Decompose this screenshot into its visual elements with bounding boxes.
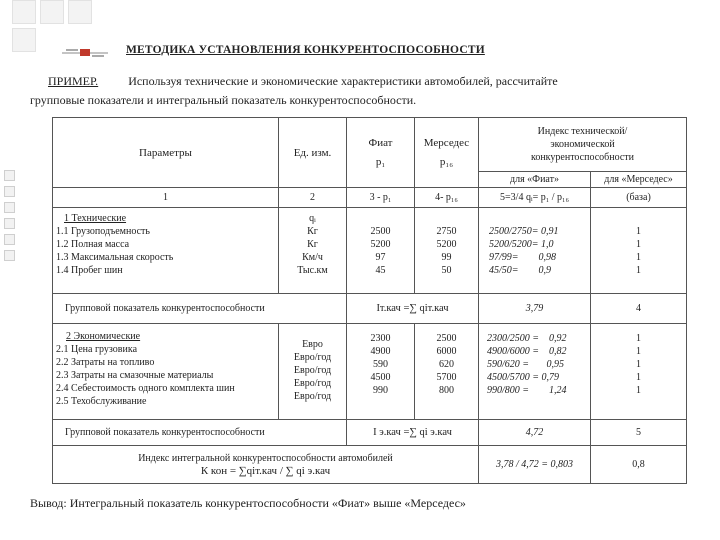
group-label-text: Групповой показатель конкурентоспособности bbox=[65, 427, 265, 438]
index-value: 97/99= 0,98 bbox=[489, 252, 557, 263]
left-bullet-square bbox=[4, 170, 15, 181]
fiat-value: 990 bbox=[373, 385, 388, 396]
tech-index-fiat-cell bbox=[479, 208, 591, 294]
header-fiat-label: Фиат bbox=[368, 136, 393, 149]
unit-value: Км/ч bbox=[302, 252, 323, 263]
integral-fiat: 3,78 / 4,72 = 0,803 bbox=[479, 446, 591, 484]
mercedes-value: 2500 bbox=[436, 333, 457, 344]
header-params: Параметры bbox=[53, 118, 279, 188]
left-bullet-square bbox=[4, 250, 15, 261]
index-value: 4500/5700 = 0,79 bbox=[487, 372, 560, 383]
base-value: 1 bbox=[636, 226, 641, 237]
num-col-1: 1 bbox=[53, 188, 279, 208]
fiat-value: 590 bbox=[373, 359, 388, 370]
unit-value: qᵢ bbox=[309, 213, 316, 224]
fiat-value: 2300 bbox=[370, 333, 391, 344]
header-fiat bbox=[347, 118, 415, 188]
econ-group-fiat: 4,72 bbox=[479, 420, 591, 446]
econ-heading: 2 Экономические bbox=[66, 331, 141, 342]
list-item: 1.1 Грузоподъемность bbox=[56, 226, 150, 237]
list-item: 1.2 Полная масса bbox=[56, 239, 130, 250]
left-bullet-square bbox=[4, 234, 15, 245]
tech-group-base: 4 bbox=[591, 294, 687, 324]
unit-value: Евро/год bbox=[293, 391, 332, 402]
base-value: 1 bbox=[636, 333, 641, 344]
mercedes-value: 5200 bbox=[436, 239, 457, 250]
header-for-fiat: для «Фиат» bbox=[479, 172, 591, 188]
index-value: 45/50= 0,9 bbox=[489, 265, 552, 276]
list-item: 1.4 Пробег шин bbox=[56, 265, 123, 276]
econ-mercedes-cell bbox=[415, 324, 479, 420]
unit-value: Тыс.км bbox=[297, 265, 328, 276]
econ-index-base-cell bbox=[591, 324, 687, 420]
list-item: 2.4 Себестоимость одного комплекта шин bbox=[56, 383, 235, 394]
mercedes-value: 50 bbox=[441, 265, 452, 276]
unit-value: Евро/год bbox=[293, 365, 332, 376]
tech-index-base-cell bbox=[591, 208, 687, 294]
tech-params-cell bbox=[53, 208, 279, 294]
header-mercedes-sub: p₁₆ bbox=[439, 155, 454, 168]
base-value: 1 bbox=[636, 372, 641, 383]
fiat-value: 4500 bbox=[370, 372, 391, 383]
index-value: 990/800 = 1,24 bbox=[487, 385, 567, 396]
list-item: 2.1 Цена грузовика bbox=[56, 344, 138, 355]
unit-value: Кг bbox=[307, 226, 318, 237]
econ-index-fiat-cell bbox=[479, 324, 591, 420]
base-value: 1 bbox=[636, 359, 641, 370]
tech-units-cell bbox=[279, 208, 347, 294]
econ-group-label bbox=[53, 420, 347, 446]
index-value: 2300/2500 = 0,92 bbox=[487, 333, 567, 344]
header-index: Индекс технической/ экономической конкурентоспособности bbox=[479, 118, 687, 172]
tech-group-formula: Iт.кач =∑ qiт.кач bbox=[347, 294, 479, 324]
index-value: 4900/6000 = 0,82 bbox=[487, 346, 567, 357]
list-item: 2.2 Затраты на топливо bbox=[56, 357, 155, 368]
fiat-value: 4900 bbox=[370, 346, 391, 357]
unit-value: Евро/год bbox=[293, 378, 332, 389]
num-col-2: 2 bbox=[279, 188, 347, 208]
base-value: 1 bbox=[636, 265, 641, 276]
header-mercedes-label: Мерседес bbox=[423, 136, 470, 149]
list-item: 2.5 Техобслуживание bbox=[56, 396, 147, 407]
integral-label: Индекс интегральной конкурентоспособности автомобилей bbox=[138, 452, 393, 464]
base-value: 1 bbox=[636, 346, 641, 357]
intro-text-1: Используя технические и экономические характеристики автомобилей, рассчитайте bbox=[128, 74, 558, 88]
econ-fiat-cell bbox=[347, 324, 415, 420]
header-fiat-sub: p₁ bbox=[375, 155, 386, 168]
mercedes-value: 620 bbox=[439, 359, 454, 370]
tech-mercedes-cell bbox=[415, 208, 479, 294]
mercedes-value: 800 bbox=[439, 385, 454, 396]
unit-value: Кг bbox=[307, 239, 318, 250]
mercedes-value: 99 bbox=[441, 252, 452, 263]
list-item: 1.3 Максимальная скорость bbox=[56, 252, 174, 263]
num-col-5: 5=3/4 qᵢ= p₁ / p₁₆ bbox=[479, 188, 591, 208]
tech-group-fiat: 3,79 bbox=[479, 294, 591, 324]
decorative-square bbox=[40, 0, 64, 24]
competitiveness-table bbox=[52, 117, 687, 484]
num-col-4: 4- p₁₆ bbox=[415, 188, 479, 208]
left-bullet-square bbox=[4, 218, 15, 229]
intro-line-1 bbox=[48, 74, 558, 89]
fiat-value: 5200 bbox=[370, 239, 391, 250]
decorative-square bbox=[12, 28, 36, 52]
tech-fiat-cell bbox=[347, 208, 415, 294]
mercedes-value: 6000 bbox=[436, 346, 457, 357]
list-item: 2.3 Затраты на смазочные материалы bbox=[56, 370, 214, 381]
tech-group-label bbox=[53, 294, 347, 324]
header-mercedes bbox=[415, 118, 479, 188]
integral-formula: К кон = ∑qiт.кач / ∑ qi э.кач bbox=[200, 464, 331, 477]
econ-units-cell bbox=[279, 324, 347, 420]
econ-group-formula: I э.кач =∑ qi э.кач bbox=[347, 420, 479, 446]
decorative-square bbox=[68, 0, 92, 24]
unit-value: Евро/год bbox=[293, 352, 332, 363]
econ-group-base: 5 bbox=[591, 420, 687, 446]
example-label: ПРИМЕР. bbox=[48, 74, 99, 88]
decorative-square bbox=[12, 0, 36, 24]
conclusion-text: Вывод: Интегральный показатель конкурентоспособности «Фиат» выше «Мерседес» bbox=[30, 496, 466, 510]
header-unit: Ед. изм. bbox=[279, 118, 347, 188]
index-value: 590/620 = 0,95 bbox=[487, 359, 565, 370]
index-value: 2500/2750= 0,91 bbox=[489, 226, 559, 237]
num-col-3: 3 - p₁ bbox=[347, 188, 415, 208]
group-label-text: Групповой показатель конкурентоспособности bbox=[65, 303, 265, 314]
intro-text-2: групповые показатели и интегральный показатель конкурентоспособности. bbox=[30, 93, 417, 107]
title-logo-icon bbox=[60, 46, 110, 58]
integral-cell bbox=[53, 446, 479, 484]
mercedes-value: 5700 bbox=[436, 372, 457, 383]
base-value: 1 bbox=[636, 239, 641, 250]
fiat-value: 97 bbox=[375, 252, 386, 263]
base-value: 1 bbox=[636, 385, 641, 396]
fiat-value: 45 bbox=[375, 265, 386, 276]
page-title: МЕТОДИКА УСТАНОВЛЕНИЯ КОНКУРЕНТОСПОСОБНОСТИ bbox=[126, 44, 485, 56]
econ-params-cell bbox=[53, 324, 279, 420]
num-col-6: (база) bbox=[591, 188, 687, 208]
unit-value: Евро bbox=[302, 339, 323, 350]
left-bullet-square bbox=[4, 202, 15, 213]
tech-heading: 1 Технические bbox=[64, 213, 127, 224]
mercedes-value: 2750 bbox=[436, 226, 457, 237]
base-value: 1 bbox=[636, 252, 641, 263]
integral-base: 0,8 bbox=[591, 446, 687, 484]
fiat-value: 2500 bbox=[370, 226, 391, 237]
header-for-mercedes: для «Мерседес» bbox=[591, 172, 687, 188]
left-bullet-square bbox=[4, 186, 15, 197]
index-value: 5200/5200= 1,0 bbox=[489, 239, 554, 250]
